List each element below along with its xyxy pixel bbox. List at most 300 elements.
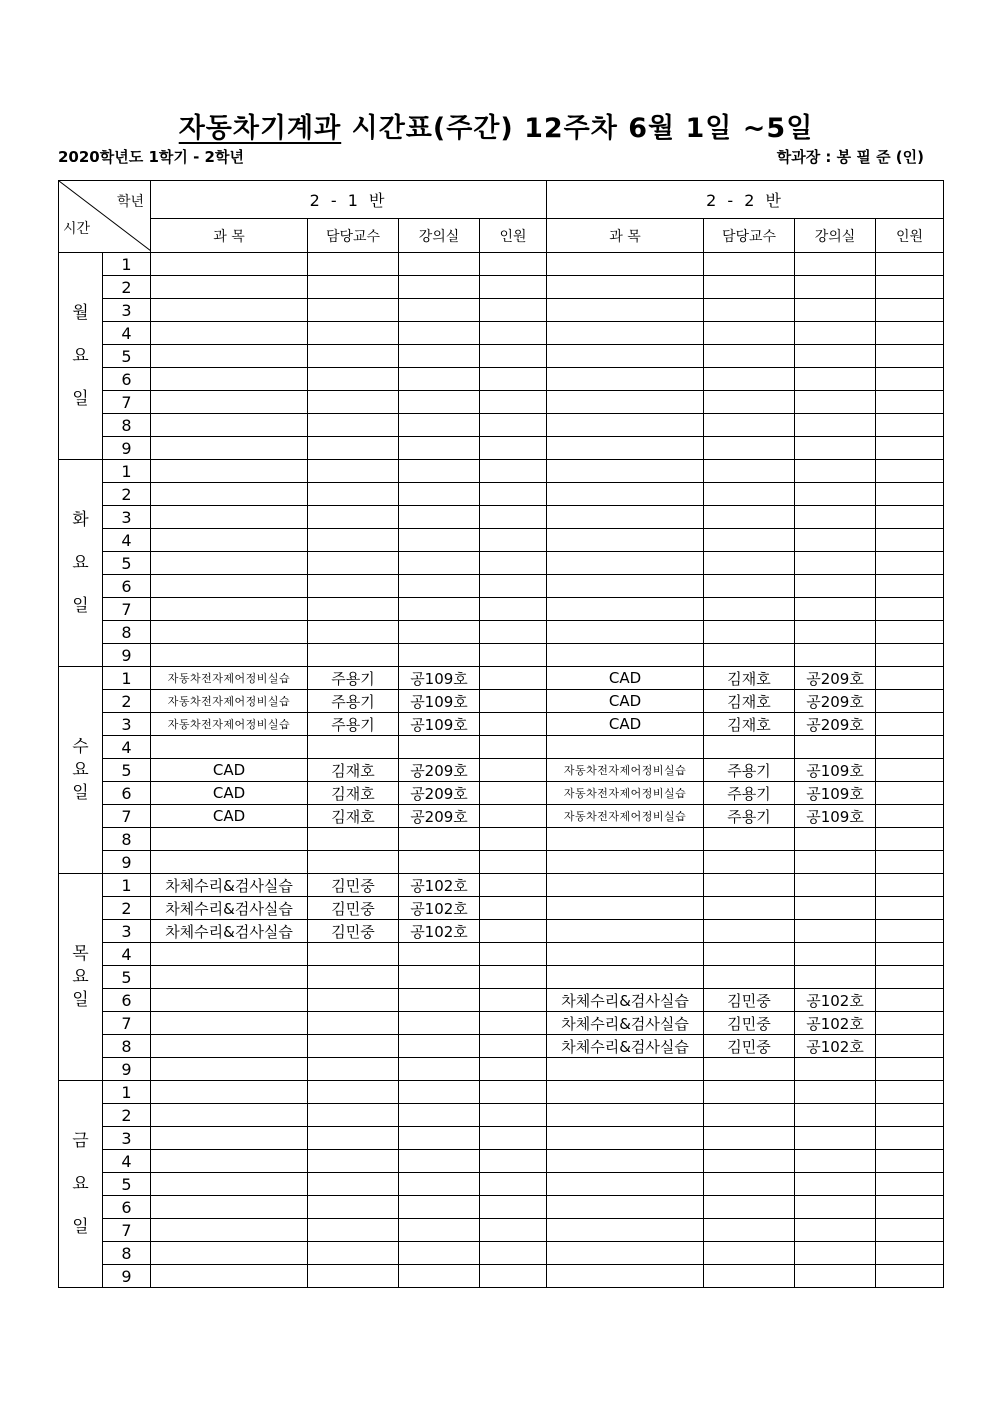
- room-cell: [399, 299, 480, 322]
- headcount-cell: [480, 437, 547, 460]
- day-label: [59, 667, 103, 874]
- professor-cell: [704, 506, 795, 529]
- table-row: [59, 322, 944, 345]
- headcount-cell: [480, 920, 547, 943]
- professor-cell: 주용기: [704, 782, 795, 805]
- day-label: [59, 1081, 103, 1288]
- room-cell: [795, 621, 876, 644]
- period-number: 7: [103, 1012, 151, 1035]
- subject-cell: [547, 1265, 704, 1288]
- period-number: 7: [103, 1219, 151, 1242]
- table-row: [59, 460, 944, 483]
- table-row: [59, 345, 944, 368]
- subject-cell: [547, 253, 704, 276]
- headcount-cell: [876, 759, 944, 782]
- subject-cell: 차체수리&검사실습: [151, 897, 308, 920]
- professor-cell: 주용기: [308, 690, 399, 713]
- headcount-cell: [480, 299, 547, 322]
- subject-cell: 자동차전자제어정비실습: [547, 805, 704, 828]
- room-cell: [399, 851, 480, 874]
- headcount-cell: [876, 805, 944, 828]
- headcount-cell: [480, 1196, 547, 1219]
- professor-cell: [704, 253, 795, 276]
- professor-cell: 주용기: [704, 805, 795, 828]
- table-row: [59, 759, 944, 782]
- subject-cell: [151, 437, 308, 460]
- room-cell: [795, 1219, 876, 1242]
- professor-cell: [704, 874, 795, 897]
- professor-cell: 김민중: [308, 920, 399, 943]
- period-number: 4: [103, 943, 151, 966]
- room-cell: [399, 437, 480, 460]
- period-number: 9: [103, 1058, 151, 1081]
- professor-cell: [308, 345, 399, 368]
- room-cell: [795, 345, 876, 368]
- room-cell: [399, 414, 480, 437]
- professor-cell: [308, 598, 399, 621]
- period-number: 5: [103, 759, 151, 782]
- day-char: 요: [72, 552, 89, 573]
- subject-cell: [547, 1150, 704, 1173]
- room-cell: [795, 644, 876, 667]
- headcount-cell: [480, 1012, 547, 1035]
- professor-cell: [704, 529, 795, 552]
- subject-cell: [547, 1081, 704, 1104]
- period-number: 3: [103, 920, 151, 943]
- professor-cell: [308, 1150, 399, 1173]
- period-number: 6: [103, 1196, 151, 1219]
- table-row: [59, 805, 944, 828]
- subject-cell: [151, 1035, 308, 1058]
- room-cell: [795, 966, 876, 989]
- subject-cell: [547, 621, 704, 644]
- table-row: [59, 437, 944, 460]
- professor-cell: [308, 506, 399, 529]
- room-cell: [795, 1104, 876, 1127]
- professor-cell: [704, 644, 795, 667]
- room-cell: [399, 1104, 480, 1127]
- room-cell: [795, 1242, 876, 1265]
- subject-cell: CAD: [547, 713, 704, 736]
- room-cell: [399, 644, 480, 667]
- room-cell: [399, 1081, 480, 1104]
- room-cell: 공102호: [795, 1012, 876, 1035]
- professor-cell: [704, 621, 795, 644]
- headcount-cell: [480, 276, 547, 299]
- table-row: [59, 782, 944, 805]
- professor-cell: [704, 1058, 795, 1081]
- headcount-cell: [480, 736, 547, 759]
- professor-cell: [308, 414, 399, 437]
- table-row: [59, 667, 944, 690]
- headcount-cell: [480, 1081, 547, 1104]
- professor-cell: [308, 368, 399, 391]
- professor-cell: 김민중: [704, 989, 795, 1012]
- room-cell: [399, 1127, 480, 1150]
- subject-cell: [151, 253, 308, 276]
- subject-cell: CAD: [151, 782, 308, 805]
- room-cell: [399, 1012, 480, 1035]
- subject-cell: [547, 460, 704, 483]
- room-cell: [795, 506, 876, 529]
- subject-cell: 차체수리&검사실습: [547, 989, 704, 1012]
- period-number: 5: [103, 552, 151, 575]
- subject-cell: 자동차전자제어정비실습: [547, 782, 704, 805]
- period-number: 5: [103, 345, 151, 368]
- table-row: [59, 851, 944, 874]
- professor-cell: [704, 828, 795, 851]
- room-cell: [399, 253, 480, 276]
- period-number: 4: [103, 736, 151, 759]
- period-number: 2: [103, 1104, 151, 1127]
- room-cell: [399, 483, 480, 506]
- professor-cell: [704, 1242, 795, 1265]
- subject-cell: 자동차전자제어정비실습: [151, 690, 308, 713]
- period-number: 5: [103, 966, 151, 989]
- headcount-cell: [480, 552, 547, 575]
- subject-cell: [151, 851, 308, 874]
- table-row: [59, 1035, 944, 1058]
- subject-cell: [547, 1242, 704, 1265]
- period-number: 6: [103, 575, 151, 598]
- subject-cell: [547, 874, 704, 897]
- room-cell: [795, 897, 876, 920]
- day-char: 일: [72, 595, 89, 616]
- table-row: [59, 575, 944, 598]
- subject-cell: [547, 851, 704, 874]
- period-number: 4: [103, 1150, 151, 1173]
- professor-cell: [308, 1173, 399, 1196]
- subject-cell: [151, 966, 308, 989]
- table-row: [59, 1265, 944, 1288]
- headcount-cell: [480, 805, 547, 828]
- table-row: [59, 391, 944, 414]
- headcount-cell: [876, 1081, 944, 1104]
- headcount-cell: [480, 529, 547, 552]
- subject-cell: 차체수리&검사실습: [151, 920, 308, 943]
- period-number: 9: [103, 644, 151, 667]
- headcount-cell: [480, 1173, 547, 1196]
- subject-cell: [547, 506, 704, 529]
- column-professor: 담당교수: [704, 219, 795, 253]
- subject-cell: [547, 552, 704, 575]
- room-cell: [399, 966, 480, 989]
- room-cell: 공209호: [795, 713, 876, 736]
- headcount-cell: [480, 828, 547, 851]
- professor-cell: 김재호: [308, 782, 399, 805]
- room-cell: [795, 1265, 876, 1288]
- room-cell: [399, 322, 480, 345]
- professor-cell: [308, 529, 399, 552]
- headcount-cell: [876, 1219, 944, 1242]
- period-number: 8: [103, 1035, 151, 1058]
- subject-cell: [547, 644, 704, 667]
- room-cell: 공102호: [399, 920, 480, 943]
- professor-cell: [308, 299, 399, 322]
- professor-cell: [704, 575, 795, 598]
- room-cell: [399, 828, 480, 851]
- professor-cell: [704, 322, 795, 345]
- headcount-cell: [876, 644, 944, 667]
- column-subject: 과 목: [151, 219, 308, 253]
- headcount-cell: [480, 368, 547, 391]
- room-cell: [795, 1081, 876, 1104]
- table-row: [59, 299, 944, 322]
- semester-info: 2020학년도 1학기 - 2학년: [58, 148, 244, 166]
- room-cell: 공209호: [399, 782, 480, 805]
- room-cell: [795, 299, 876, 322]
- professor-cell: [704, 483, 795, 506]
- headcount-cell: [480, 483, 547, 506]
- room-cell: [795, 851, 876, 874]
- room-cell: [399, 575, 480, 598]
- professor-cell: 김재호: [308, 759, 399, 782]
- subject-cell: [547, 483, 704, 506]
- headcount-cell: [480, 322, 547, 345]
- professor-cell: [308, 276, 399, 299]
- professor-cell: [704, 414, 795, 437]
- room-cell: [399, 1265, 480, 1288]
- headcount-cell: [876, 1104, 944, 1127]
- table-row: [59, 1127, 944, 1150]
- subject-cell: [547, 575, 704, 598]
- day-label: [59, 874, 103, 1081]
- class-header-2-2: 2 - 2 반: [547, 181, 944, 219]
- table-row: [59, 966, 944, 989]
- table-row: [59, 690, 944, 713]
- headcount-cell: [876, 552, 944, 575]
- period-number: 7: [103, 391, 151, 414]
- room-cell: [795, 253, 876, 276]
- room-cell: [795, 1196, 876, 1219]
- grade-label: 학년: [116, 194, 144, 210]
- headcount-cell: [876, 575, 944, 598]
- period-number: 8: [103, 621, 151, 644]
- subject-cell: [151, 414, 308, 437]
- professor-cell: [308, 644, 399, 667]
- professor-cell: [704, 345, 795, 368]
- subject-cell: [547, 276, 704, 299]
- headcount-cell: [876, 1035, 944, 1058]
- period-number: 9: [103, 1265, 151, 1288]
- headcount-cell: [876, 391, 944, 414]
- day-char: 요: [72, 345, 89, 366]
- professor-cell: 김재호: [704, 690, 795, 713]
- room-cell: 공209호: [399, 759, 480, 782]
- room-cell: [399, 552, 480, 575]
- professor-cell: [308, 1035, 399, 1058]
- professor-cell: [308, 391, 399, 414]
- table-row: [59, 529, 944, 552]
- room-cell: [795, 391, 876, 414]
- headcount-cell: [480, 1242, 547, 1265]
- column-professor: 담당교수: [308, 219, 399, 253]
- table-row: [59, 1219, 944, 1242]
- table-row: [59, 874, 944, 897]
- table-row: [59, 552, 944, 575]
- professor-cell: [704, 276, 795, 299]
- professor-cell: [704, 299, 795, 322]
- subject-cell: [547, 897, 704, 920]
- professor-cell: [704, 1219, 795, 1242]
- day-label: [59, 460, 103, 667]
- room-cell: 공209호: [399, 805, 480, 828]
- room-cell: [795, 1150, 876, 1173]
- period-number: 3: [103, 1127, 151, 1150]
- period-number: 3: [103, 506, 151, 529]
- subject-cell: 차체수리&검사실습: [547, 1012, 704, 1035]
- professor-cell: 김재호: [308, 805, 399, 828]
- column-subject: 과 목: [547, 219, 704, 253]
- professor-cell: 김민중: [308, 897, 399, 920]
- headcount-cell: [480, 1035, 547, 1058]
- headcount-cell: [876, 299, 944, 322]
- headcount-cell: [480, 460, 547, 483]
- table-row: [59, 276, 944, 299]
- subject-cell: [547, 943, 704, 966]
- column-headcount: 인원: [876, 219, 944, 253]
- headcount-cell: [876, 966, 944, 989]
- headcount-cell: [876, 1265, 944, 1288]
- professor-cell: [308, 1127, 399, 1150]
- professor-cell: [308, 460, 399, 483]
- room-cell: [795, 920, 876, 943]
- subject-cell: [151, 299, 308, 322]
- headcount-cell: [876, 1242, 944, 1265]
- professor-cell: [308, 621, 399, 644]
- professor-cell: 김재호: [704, 667, 795, 690]
- headcount-cell: [876, 1127, 944, 1150]
- room-cell: 공102호: [795, 1035, 876, 1058]
- headcount-cell: [876, 1196, 944, 1219]
- room-cell: 공109호: [399, 690, 480, 713]
- day-char: 요: [72, 1173, 89, 1194]
- table-row: [59, 943, 944, 966]
- day-char: 목: [72, 943, 89, 964]
- headcount-cell: [480, 690, 547, 713]
- period-number: 3: [103, 299, 151, 322]
- room-cell: [399, 391, 480, 414]
- subject-cell: [151, 276, 308, 299]
- professor-cell: [704, 391, 795, 414]
- headcount-cell: [480, 897, 547, 920]
- subject-cell: [547, 1104, 704, 1127]
- day-char: 일: [72, 782, 89, 803]
- headcount-cell: [876, 1058, 944, 1081]
- class-header-2-1: 2 - 1 반: [151, 181, 547, 219]
- room-cell: 공109호: [795, 782, 876, 805]
- professor-cell: [308, 1081, 399, 1104]
- subject-cell: [151, 1242, 308, 1265]
- professor-cell: [704, 920, 795, 943]
- headcount-cell: [480, 1058, 547, 1081]
- table-row: [59, 897, 944, 920]
- room-cell: 공209호: [795, 690, 876, 713]
- room-cell: [399, 1173, 480, 1196]
- professor-cell: [308, 575, 399, 598]
- subject-cell: [151, 345, 308, 368]
- professor-cell: [704, 1265, 795, 1288]
- period-number: 6: [103, 368, 151, 391]
- day-label: [59, 253, 103, 460]
- subject-cell: [547, 437, 704, 460]
- table-row: [59, 414, 944, 437]
- period-number: 1: [103, 1081, 151, 1104]
- headcount-cell: [480, 391, 547, 414]
- period-number: 2: [103, 276, 151, 299]
- subject-cell: [151, 989, 308, 1012]
- subject-cell: [151, 529, 308, 552]
- professor-cell: 김민중: [308, 874, 399, 897]
- professor-cell: [704, 1104, 795, 1127]
- professor-cell: [308, 437, 399, 460]
- room-cell: [795, 736, 876, 759]
- subject-cell: [547, 414, 704, 437]
- table-row: [59, 736, 944, 759]
- table-row: [59, 483, 944, 506]
- table-row: [59, 598, 944, 621]
- headcount-cell: [876, 322, 944, 345]
- headcount-cell: [876, 483, 944, 506]
- period-number: 4: [103, 529, 151, 552]
- headcount-cell: [876, 1012, 944, 1035]
- headcount-cell: [480, 414, 547, 437]
- room-cell: [795, 414, 876, 437]
- subject-cell: [547, 529, 704, 552]
- subject-cell: [151, 1150, 308, 1173]
- headcount-cell: [480, 851, 547, 874]
- room-cell: 공102호: [399, 897, 480, 920]
- table-row: [59, 1242, 944, 1265]
- period-number: 8: [103, 414, 151, 437]
- subject-cell: [547, 1196, 704, 1219]
- table-row: [59, 368, 944, 391]
- period-number: 2: [103, 483, 151, 506]
- period-number: 5: [103, 1173, 151, 1196]
- subject-cell: [151, 943, 308, 966]
- room-cell: [795, 322, 876, 345]
- subject-cell: [547, 1219, 704, 1242]
- period-number: 7: [103, 598, 151, 621]
- room-cell: [795, 368, 876, 391]
- professor-cell: [704, 598, 795, 621]
- professor-cell: [704, 897, 795, 920]
- subject-cell: [151, 828, 308, 851]
- room-cell: [399, 345, 480, 368]
- table-row: [59, 828, 944, 851]
- professor-cell: 김민중: [704, 1012, 795, 1035]
- professor-cell: [308, 552, 399, 575]
- headcount-cell: [876, 736, 944, 759]
- professor-cell: [308, 1196, 399, 1219]
- department-head: 학과장 : 봉 필 준 (인): [776, 148, 924, 166]
- subject-cell: 차체수리&검사실습: [547, 1035, 704, 1058]
- room-cell: [399, 1242, 480, 1265]
- subject-cell: [151, 460, 308, 483]
- headcount-cell: [876, 529, 944, 552]
- headcount-cell: [876, 437, 944, 460]
- subject-cell: [547, 1058, 704, 1081]
- room-cell: 공109호: [399, 713, 480, 736]
- room-cell: [795, 874, 876, 897]
- room-cell: [399, 1058, 480, 1081]
- subject-cell: [547, 966, 704, 989]
- headcount-cell: [876, 506, 944, 529]
- professor-cell: [704, 1173, 795, 1196]
- professor-cell: 주용기: [704, 759, 795, 782]
- headcount-cell: [480, 621, 547, 644]
- room-cell: [399, 460, 480, 483]
